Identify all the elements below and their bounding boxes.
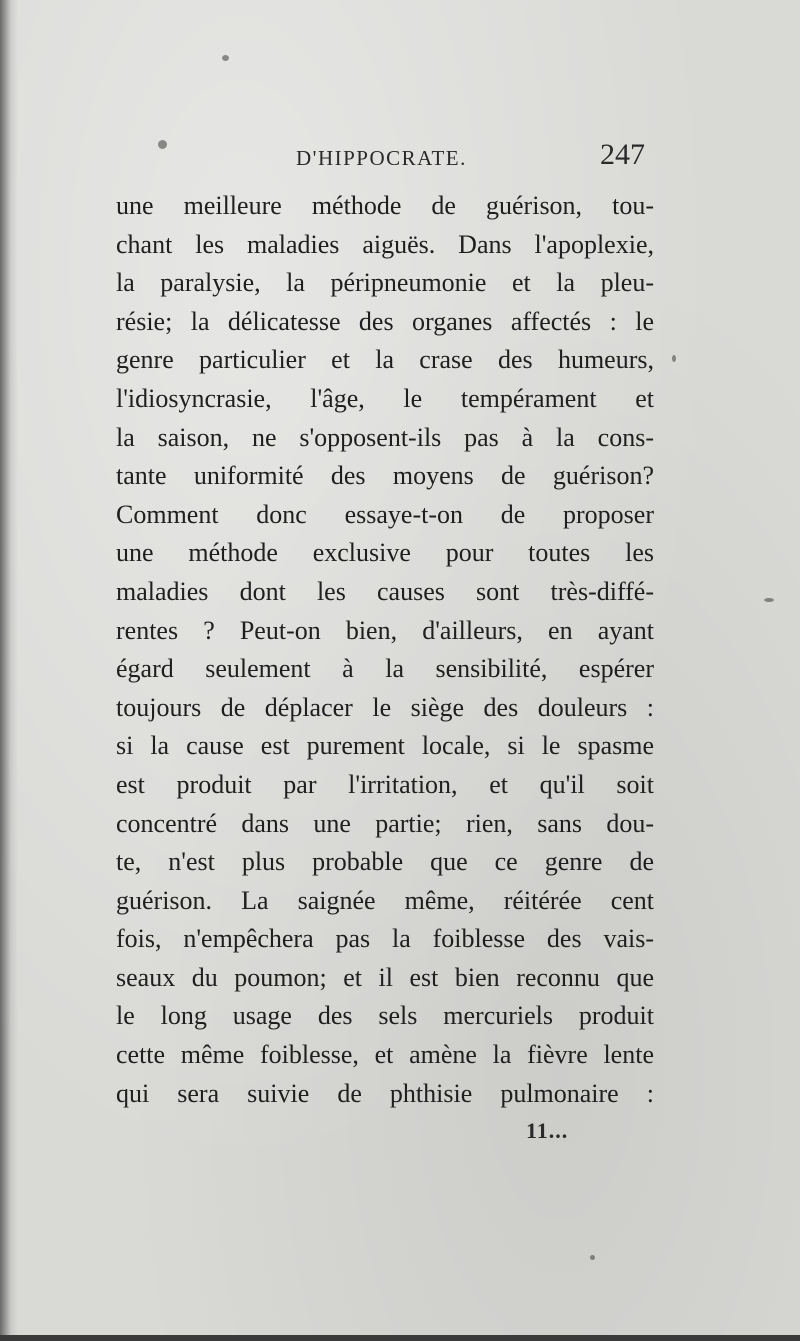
paper-speck xyxy=(590,1255,595,1260)
text-line: concentré dans une partie; rien, sans dou- xyxy=(116,808,654,838)
text-line: maladies dont les causes sont très-diffé- xyxy=(116,576,654,606)
text-line: l'idiosyncrasie, l'âge, le tempérament et xyxy=(116,383,654,413)
text-line: toujours de déplacer le siège des douleurs : xyxy=(116,692,654,722)
text-line: le long usage des sels mercuriels produit xyxy=(116,1001,654,1031)
text-line: une meilleure méthode de guérison, tou- xyxy=(116,191,654,220)
page-gutter-shadow xyxy=(0,0,18,1341)
catchword: 11... xyxy=(526,1118,569,1143)
text-line: chant les maladies aiguës. Dans l'apoplexie, xyxy=(116,229,654,259)
paper-speck xyxy=(672,355,676,362)
text-line: qui sera suivie de phthisie pulmonaire : xyxy=(116,1078,654,1108)
text-line: résie; la délicatesse des organes affectés : le xyxy=(116,306,654,336)
text-line: guérison. La saignée même, réitérée cent xyxy=(116,885,654,915)
paper-speck xyxy=(158,140,167,149)
page-bottom-edge xyxy=(0,1335,800,1341)
paper-speck xyxy=(222,55,229,61)
body-text xyxy=(116,187,654,1113)
text-line: tante uniformité des moyens de guérison? xyxy=(116,461,654,491)
page-number: 247 xyxy=(600,138,645,171)
text-line: la saison, ne s'opposent-ils pas à la cons- xyxy=(116,422,654,452)
text-line: te, n'est plus probable que ce genre de xyxy=(116,847,654,877)
text-line: égard seulement à la sensibilité, espérer xyxy=(116,654,654,684)
text-line: genre particulier et la crase des humeurs, xyxy=(116,345,654,375)
text-line: rentes ? Peut-on bien, d'ailleurs, en ayant xyxy=(116,615,654,645)
text-line: fois, n'empêchera pas la foiblesse des vais- xyxy=(116,924,654,954)
text-line: cette même foiblesse, et amène la fièvre lente xyxy=(116,1040,654,1070)
text-line: une méthode exclusive pour toutes les xyxy=(116,538,654,568)
text-line: seaux du poumon; et il est bien reconnu que xyxy=(116,962,654,992)
paper-speck xyxy=(764,598,774,602)
text-line: la paralysie, la péripneumonie et la pleu- xyxy=(116,268,654,298)
text-line: si la cause est purement locale, si le spasme xyxy=(116,731,654,761)
text-line: Comment donc essaye-t-on de proposer xyxy=(116,499,654,529)
text-line: est produit par l'irritation, et qu'il soit xyxy=(116,769,654,799)
running-head: D'HIPPOCRATE. xyxy=(296,146,467,170)
